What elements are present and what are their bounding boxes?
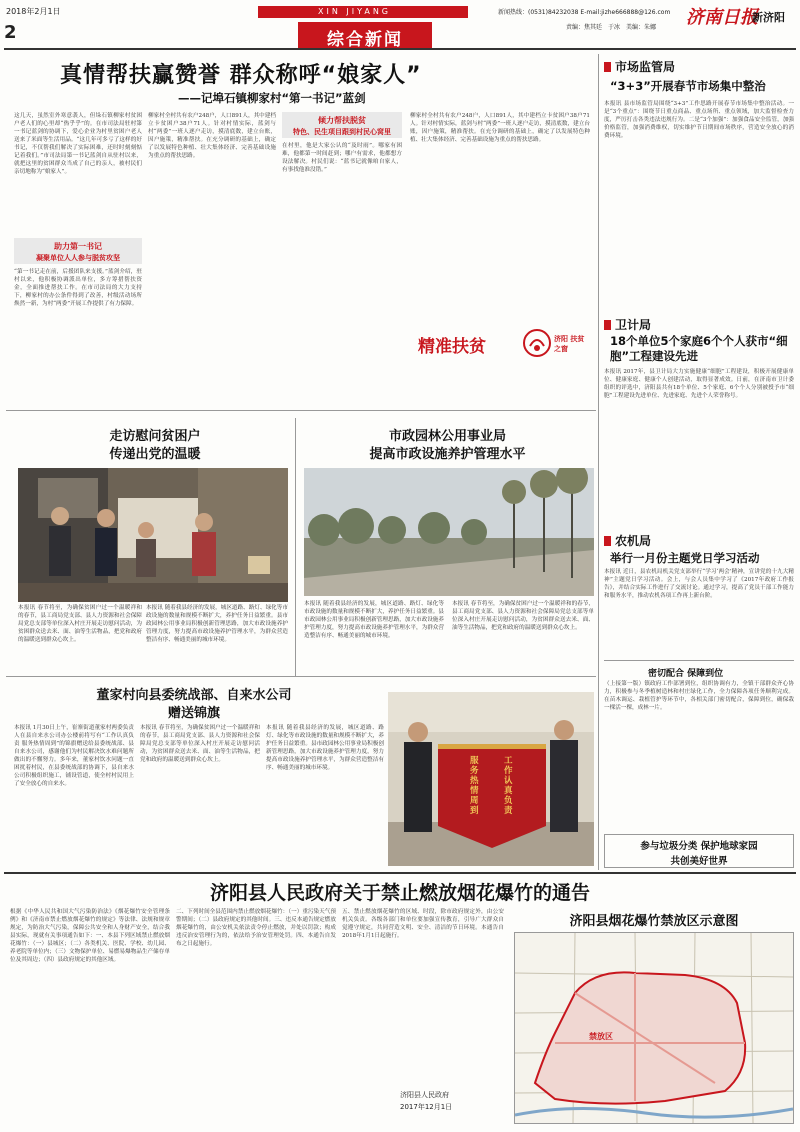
lead-bottom-rule [6, 410, 596, 411]
paper-name: 济南日报 [686, 7, 758, 28]
side-body-3: 本报讯 近日，县农机局机关党支部举行“学习‘两会’精神，宣讲党的十九大精神”主题党日学习活动。会上，与会人员集中学习了《2017年政府工作报告》，并结合实际工作进行了交流讨论。通过学习，提高了党员干部工作能力和服务水平，推动农机各项工作再上新台阶。 [604, 569, 794, 599]
header-date: 2018年2月1日 [6, 7, 61, 16]
story1-caption-left: 本报讯 春节将至，为确保贫困户过一个温暖祥和的春节，县工商局党支部、县人力资源和社会保障局党总支部等单位深入村庄开展走访慰问活动，为贫困群众送去米、面、油等生活物品，把党和政府的温暖送到群众心坎上。 [18, 605, 142, 643]
notice-date: 2017年12月1日 [400, 1103, 453, 1111]
side-section-3-label: 农机局 [615, 534, 652, 548]
lead-subhead-4: 特色、民生项目跟到村民心窝里 [293, 128, 391, 136]
notice-title: 济阳县人民政府关于禁止燃放烟花爆竹的通告 [209, 882, 590, 904]
story1-caption-right: 本报讯 随着我县经济的发展，城区道路、路灯、绿化等市政设施的数量和规模不断扩大，养护任务日益繁重。县市政园林公用事业局积极创新管理思路，加大市政设施养护管理力度，努力提高市政设施养护管理水平，为群众营造整洁有序、畅通美丽的城市环境。 [146, 605, 288, 643]
side-section-2 [604, 316, 651, 333]
story3-body-2: 本报讯 春节将至，为确保贫困户过一个温暖祥和的春节，县工商局党支部、县人力资源和社会保障局党总支部等单位深入村庄开展走访慰问活动，为贫困群众送去米、面、油等生活物品，把党和政府的温暖送到群众心坎上。 [140, 725, 260, 763]
poverty-logo-label: 精准扶贫 [418, 337, 486, 357]
notice-body-3: 五、禁止燃放烟花爆竹的区域、时段，除市政府规定外，由公安机关负责。各级各部门和单位要加强宣传教育，引导广大群众自觉遵守规定，共同营造文明、安全、清洁的节日环境。本通告自2018年1月1日起施行。 [342, 909, 504, 939]
story3-title-a: 董家村向县委统战部、自来水公司 [96, 688, 292, 703]
poverty-logo-icon [522, 328, 552, 358]
header-pinyin: XIN JIYANG [318, 7, 392, 16]
header-editors: 责编：焦其廷 于冰 美编：朱娜 [566, 24, 657, 31]
page-number: 2 [4, 22, 17, 43]
story1-photo [18, 468, 288, 602]
square-icon [604, 536, 611, 546]
section-banner-label: 综合新闻 [327, 30, 403, 50]
story3-body-1: 本报讯 1月30日上午，崔寨街道董家村两委负责人在县自来水公司办公楼前将写有“工作认真负责 服务热情周到”的锦旗赠送给县委统战部、县自来水公司，感谢他们为村民解决饮水难问题所做出的不懈努力。多年来，董家村饮水问题一直困扰着村民，在县委统战部的协调下，县自来水公司积极组织施工，铺设管道，使全村村民用上了安全放心的自来水。 [14, 725, 134, 787]
notice-signer: 济阳县人民政府 [400, 1091, 449, 1099]
story1-title-a: 走访慰问贫困户 [109, 429, 201, 444]
notice-top-rule [4, 872, 796, 874]
story2-photo [304, 468, 594, 596]
side-section-3 [604, 532, 651, 549]
banner-text-1: 工作认真负责 [504, 756, 513, 816]
notice-body-2: 二、下列时间全县范围内禁止燃放烟花爆竹：（一）重污染天气预警期间；（二）县政府规定的其他时间。三、违反本通告规定燃放烟花爆竹的，由公安机关依法责令停止燃放，并处以罚款；构成违反治安管理行为的，依法给予治安管理处罚。四、本通告自发布之日起施行。 [176, 909, 336, 947]
side-section-1 [604, 58, 675, 75]
lead-body-col1: 这几天，虽然室外寒意袭人，但垛石镇柳家村贫困户老人们的心里却“热乎乎”的。在市司法局驻村第一书记蓝剑的协调下，爱心企业为村里贫困户老人送来了米面等生活用品。“这几年可多亏了这样的好书记，不仅帮我们解决了实际困难，还时时刻刻惦记着我们。”市司法局第一书记蓝剑自从驻村以来，就把这里的贫困群众当成了自己的亲人，被村民们亲切地称为“娘家人”。 [14, 113, 142, 175]
paper-sub: 新济阳 [752, 11, 785, 24]
header-hotline: 新闻热线：(0531)84232038 E-mail:jizhe666888@126.com [498, 9, 671, 16]
lead-title: 真情帮扶赢赞誉 群众称呼“娘家人” [60, 63, 422, 88]
lead-subtitle: ——记埠石镇柳家村“第一书记”蓝剑 [178, 91, 366, 105]
story2-title-b: 提高市政设施养护管理水平 [369, 447, 526, 462]
side-section-1-label: 市场监管局 [615, 60, 676, 74]
lead-body-col4: 柳家村全村共有农户248户，人口891人，其中建档立卡贫困户38户71人。针对村情实际，蓝剑与村“两委”一班人逐户走访，摸清底数，建立台账，因户施策，精准帮扶。在充分调研的基础上，确定了以发展特色种植、壮大集体经济、完善基础设施为重点的帮扶思路。 [410, 113, 590, 143]
middle-bottom-rule [6, 676, 596, 677]
side-body-1: 本报讯 县市场监管局围绕“3+3”工作思路开展春节市场集中整治活动。一是“3个重点”：围绕节日重点商品、重点场所、重点领域，加大监督检查力度，严厉打击各类违法违规行为。二是“3个加强”：加强食品安全监管，加强价格监管，加强消费维权，切实维护节日期间市场秩序，营造安全放心的消费环境。 [604, 101, 794, 139]
story3-body-3: 本报讯 随着我县经济的发展，城区道路、路灯、绿化等市政设施的数量和规模不断扩大，养护任务日益繁重。县市政园林公用事业局积极创新管理思路，加大市政设施养护管理力度，努力提高市政设施养护管理水平，为群众营造整洁有序、畅通美丽的城市环境。 [266, 725, 384, 771]
story2-body: 本报讯 随着我县经济的发展，城区道路、路灯、绿化等市政设施的数量和规模不断扩大，养护任务日益繁重。县市政园林公用事业局积极创新管理思路，加大市政设施养护管理力度，努力提高市政设施养护管理水平，为群众营造整洁有序、畅通美丽的城市环境。 [304, 601, 444, 639]
right-column-rule [598, 54, 599, 870]
poverty-logo [418, 322, 588, 368]
lead-body-col2: 柳家村全村共有农户248户，人口891人，其中建档立卡贫困户38户71人。针对村情实际，蓝剑与村“两委”一班人逐户走访，摸清底数，建立台账，因户施策，精准帮扶。在充分调研的基础上，确定了以发展特色种植、壮大集体经济、完善基础设施为重点的帮扶思路。 [148, 113, 276, 159]
square-icon [604, 62, 611, 72]
header-rule [4, 48, 796, 50]
notice-body-1: 根据《中华人民共和国大气污染防治法》《烟花爆竹安全管理条例》和《济南市禁止燃放烟花爆竹的规定》等法律、法规和规章规定，为防治大气污染，保障公共安全和人身财产安全，结合我县实际，现就有关事项通告如下：一、本县下列区域禁止燃放烟花爆竹：（一）县城区；（二）各类机关、医院、学校、幼儿园、养老院等单位内；（三）文物保护单位、易燃易爆物品生产储存单位及其周边；（四）县政府规定的其他区域。 [10, 909, 170, 963]
map-title: 济阳县烟花爆竹禁放区示意图 [569, 914, 739, 929]
map-image [514, 932, 794, 1124]
lead-body-col3: 在村里，他是大家公认的“及时雨”。哪家有困难，他都第一时间赶到；哪户有需求，他都想方设法解决。村民们说：“蓝书记就像咱自家人，有事找他准没错。” [282, 143, 402, 173]
story2-body-2: 本报讯 春节将至，为确保贫困户过一个温暖祥和的春节，县工商局党支部、县人力资源和社会保障局党总支部等单位深入村庄开展走访慰问活动，为贫困群众送去米、面、油等生活物品，把党和政府的温暖送到群众心坎上。 [452, 601, 594, 631]
story3-photo [388, 692, 594, 866]
lead-subhead-2: 凝聚单位人人参与脱贫攻坚 [36, 254, 120, 262]
middle-column-rule [295, 418, 296, 676]
side-body-2: 本报讯 2017年，县卫计局大力实施健康“细胞”工程建设，积极开展健康单位、健康家庭、健康个人创建活动，取得显著成效。日前，在济南市卫计委组织的评选中，济阳县共有18个单位、5个家庭、6个个人分别被授予市“细胞”工程建设先进单位、先进家庭、先进个人荣誉称号。 [604, 369, 794, 399]
map-label: 禁放区 [589, 1032, 613, 1041]
side-body-4: （上接第一版）镇政府工作部署到位，组织协调有力，全镇干部群众齐心协力，积极参与冬季植树造林和村庄绿化工作，全力保障各项任务顺利完成。在苗木调运、栽植管护等环节中，各相关部门密切配合，保障到位，确保栽一棵活一棵，成林一片。 [604, 681, 794, 711]
story3-title-b: 赠送锦旗 [167, 706, 220, 721]
side-title-3: 举行一月份主题党日学习活动 [610, 551, 760, 565]
side-title-1: “3+3”开展春节市场集中整治 [610, 79, 766, 93]
side-title-4: 密切配合 保障到位 [648, 669, 724, 679]
lead-subhead-1: 助力第一书记 [54, 242, 102, 251]
story1-title-b: 传递出党的温暖 [109, 447, 201, 462]
banner-text-2: 服务热情周到 [470, 756, 479, 816]
slogan-line-2: 共创美好世界 [670, 856, 728, 867]
lead-body-col1b: “第一书记走在前，后援团队来支援。”蓝剑介绍，驻村以来，他积极协调派出单位，多方筹措帮扶资金，全面推进帮扶工作。在市司法局的大力支持下，柳家村的办公条件得到了改善，村级活动场所焕然一新，为村“两委”开展工作提供了有力保障。 [14, 269, 142, 307]
side-rule [604, 660, 794, 661]
lead-subhead-3: 倾力帮扶脱贫 [318, 116, 366, 125]
square-icon [604, 320, 611, 330]
story2-title-a: 市政园林公用事业局 [388, 429, 506, 444]
slogan-line-1: 参与垃圾分类 保护地球家园 [640, 841, 758, 852]
side-section-2-label: 卫计局 [615, 318, 652, 332]
poverty-logo-small: 济阳 扶贫之窗 [554, 335, 585, 353]
side-title-2: 18个单位5个家庭6个个人获市“细胞”工程建设先进 [610, 334, 788, 363]
